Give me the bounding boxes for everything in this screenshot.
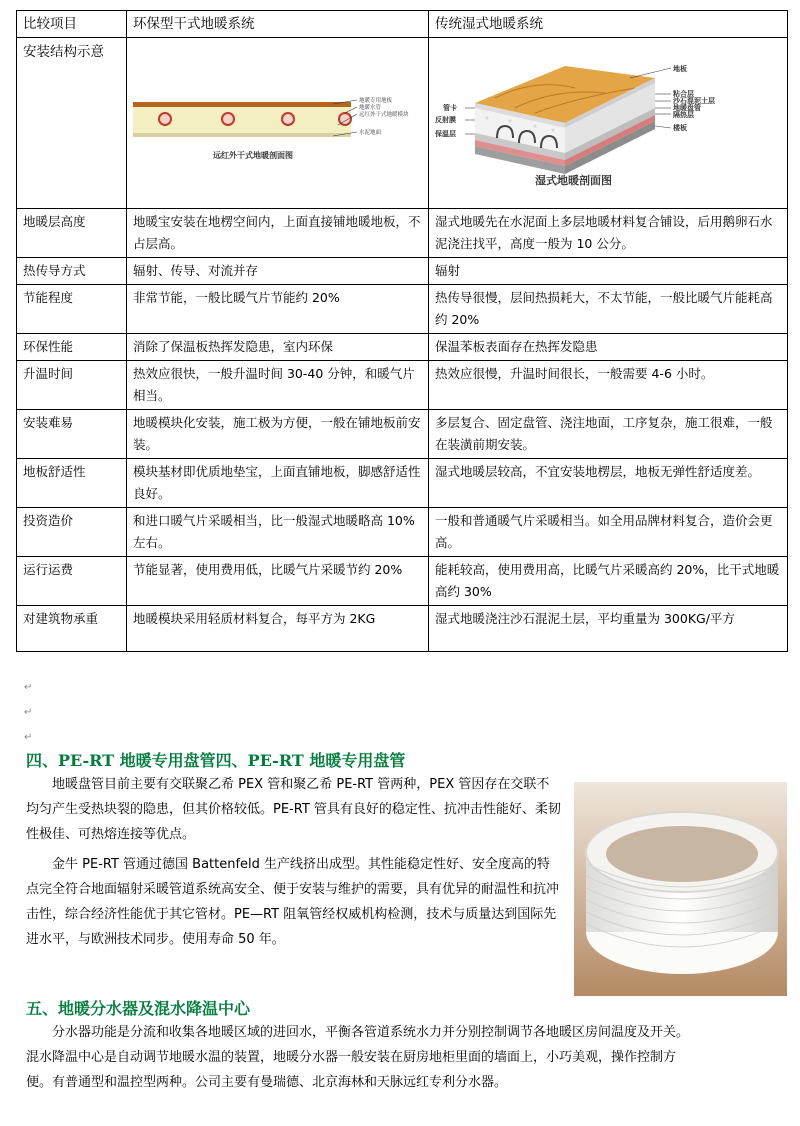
wet-label-slab: 楼板 xyxy=(673,124,687,132)
dry-value: 模块基材即优质地垫宝，上面直铺地板，脚感舒适性良好。 xyxy=(127,459,429,508)
section-4-paragraph: 金牛 PE-RT 管通过德国 Battenfeld 生产线挤出成型。其性能稳定性好、安全度高的特点完全符合地面辐射采暖管道系统高安全、便于安装与维护的需要，具有优异的耐温性和抗冲击性，综合经济性能优于其它管材。PE—RT 阻氧管经权威机构检测，技术与质量达到国际先进水平，与欧洲技术同步。使用寿命 50 年。 xyxy=(26,857,560,947)
wet-diagram-caption: 湿式地暖剖面图 xyxy=(535,174,612,187)
wet-value: 湿式地暖浇注沙石混泥土层，平均重量为 300KG/平方 xyxy=(429,606,788,652)
wet-label-insulation: 保温层 xyxy=(435,130,456,138)
coil-pipe-image xyxy=(574,782,787,996)
wet-value: 湿式地暖先在水泥面上多层地暖材料复合铺设，后用鹅卵石水泥浇注找平，高度一般为 10 公分。 xyxy=(429,209,788,258)
wet-diagram-cell xyxy=(429,38,788,209)
table-row xyxy=(17,258,788,285)
row-label: 地板舒适性 xyxy=(17,459,127,508)
dry-value: 地暖宝安装在地楞空间内，上面直接铺地暖地板，不占层高。 xyxy=(127,209,429,258)
wet-label-clip: 管卡 xyxy=(443,104,457,112)
row-label: 节能程度 xyxy=(17,285,127,334)
section-5-paragraph: 分水器功能是分流和收集各地暖区域的进回水，平衡各管道系统水力并分别控制调节各地暖区房间温度及开关。混水降温中心是自动调节地暖水温的装置，地暖分水器一般安装在厨房地柜里面的墙面上，小巧美观，操作控制方便。有普通型和温控型两种。公司主要有曼瑞德、北京海林和天脉远红专利分水器。 xyxy=(26,1025,690,1090)
table-row xyxy=(17,334,788,361)
wet-label-adhesive: 粘合层 xyxy=(673,90,694,98)
table-row xyxy=(17,459,788,508)
table-row xyxy=(17,209,788,258)
section-4-paragraph: 地暖盘管目前主要有交联聚乙希 PEX 管和聚乙希 PE-RT 管两种，PEX 管因存在交联不均匀产生受热块裂的隐患，但其价格较低。PE-RT 管具有良好的稳定性、抗冲击性能好、柔韧性极佳、可热熔连接等优点。 xyxy=(26,777,561,842)
table-row xyxy=(17,508,788,557)
dry-value: 地暖模块化安装，施工极为方便，一般在铺地板前安装。 xyxy=(127,410,429,459)
wet-label-concrete: 沙石混泥土层 xyxy=(673,97,715,105)
paragraph-mark-icon: ↵ xyxy=(24,682,33,693)
dry-diagram-caption: 远红外干式地暖剖面图 xyxy=(213,151,293,160)
wet-label-reflective: 反射膜 xyxy=(435,116,456,124)
header-dry-system: 环保型干式地暖系统 xyxy=(127,11,429,38)
wet-label-thermal: 隔热层 xyxy=(673,111,694,119)
wet-label-floor: 地板 xyxy=(673,65,687,73)
dry-label-floorboard: 地暖专用地板 xyxy=(359,98,393,104)
dry-value: 辐射、传导、对流并存 xyxy=(127,258,429,285)
dry-value: 和进口暖气片采暖相当，比一般湿式地暖略高 10%左右。 xyxy=(127,508,429,557)
row-label: 升温时间 xyxy=(17,361,127,410)
wet-value: 一般和普通暖气片采暖相当。如全用品牌材料复合，造价会更高。 xyxy=(429,508,788,557)
table-header-row xyxy=(17,11,788,38)
row-label: 安装难易 xyxy=(17,410,127,459)
dry-value: 节能显著，使用费用低，比暖气片采暖节约 20% xyxy=(127,557,429,606)
table-row xyxy=(17,606,788,652)
row-label: 环保性能 xyxy=(17,334,127,361)
dry-label-pipe: 地暖水管 xyxy=(359,105,382,111)
header-item: 比较项目 xyxy=(17,11,127,38)
header-wet-system: 传统湿式地暖系统 xyxy=(429,11,788,38)
table-row xyxy=(17,361,788,410)
paragraph-mark-icon: ↵ xyxy=(24,707,33,718)
row-label: 安装结构示意 xyxy=(17,38,127,209)
wet-value: 多层复合、固定盘管、浇注地面，工序复杂，施工很难，一般在装潢前期安装。 xyxy=(429,410,788,459)
table-row-structure xyxy=(17,38,788,209)
wet-value: 热效应很慢，升温时间很长，一般需要 4-6 小时。 xyxy=(429,361,788,410)
section-5-heading: 五、地暖分水器及混水降温中心 xyxy=(26,999,251,1018)
wet-value: 保温苯板表面存在热挥发隐患 xyxy=(429,334,788,361)
row-label: 地暖层高度 xyxy=(17,209,127,258)
table-row xyxy=(17,557,788,606)
dry-label-cement: 水泥地面 xyxy=(359,130,382,136)
dry-value: 地暖模块采用轻质材料复合，每平方为 2KG xyxy=(127,606,429,652)
comparison-table xyxy=(16,10,788,652)
coil-pipe-photo xyxy=(574,782,787,996)
wet-system-section-diagram xyxy=(435,48,780,188)
row-label: 投资造价 xyxy=(17,508,127,557)
dry-label-module: 远红外干式地暖模块 xyxy=(359,112,409,118)
dry-value: 热效应很快，一般升温时间 30-40 分钟，和暖气片相当。 xyxy=(127,361,429,410)
wet-value: 辐射 xyxy=(429,258,788,285)
dry-system-section-diagram xyxy=(133,80,423,180)
section-4-heading: 四、PE-RT 地暖专用盘管四、PE-RT 地暖专用盘管 xyxy=(26,751,406,770)
table-row xyxy=(17,410,788,459)
paragraph-mark-icon: ↵ xyxy=(24,732,33,743)
wet-label-coil: 地暖盘管 xyxy=(673,104,701,112)
wet-value: 湿式地暖层较高，不宜安装地楞层，地板无弹性舒适度差。 xyxy=(429,459,788,508)
row-label: 热传导方式 xyxy=(17,258,127,285)
row-label: 对建筑物承重 xyxy=(17,606,127,652)
wet-value: 能耗较高，使用费用高，比暖气片采暖高约 20%，比干式地暖高约 30% xyxy=(429,557,788,606)
table-row xyxy=(17,285,788,334)
dry-value: 非常节能，一般比暖气片节能约 20% xyxy=(127,285,429,334)
row-label: 运行运费 xyxy=(17,557,127,606)
dry-diagram-cell xyxy=(127,38,429,209)
wet-value: 热传导很慢，层间热损耗大，不太节能，一般比暖气片能耗高约 20% xyxy=(429,285,788,334)
dry-value: 消除了保温板热挥发隐患，室内环保 xyxy=(127,334,429,361)
